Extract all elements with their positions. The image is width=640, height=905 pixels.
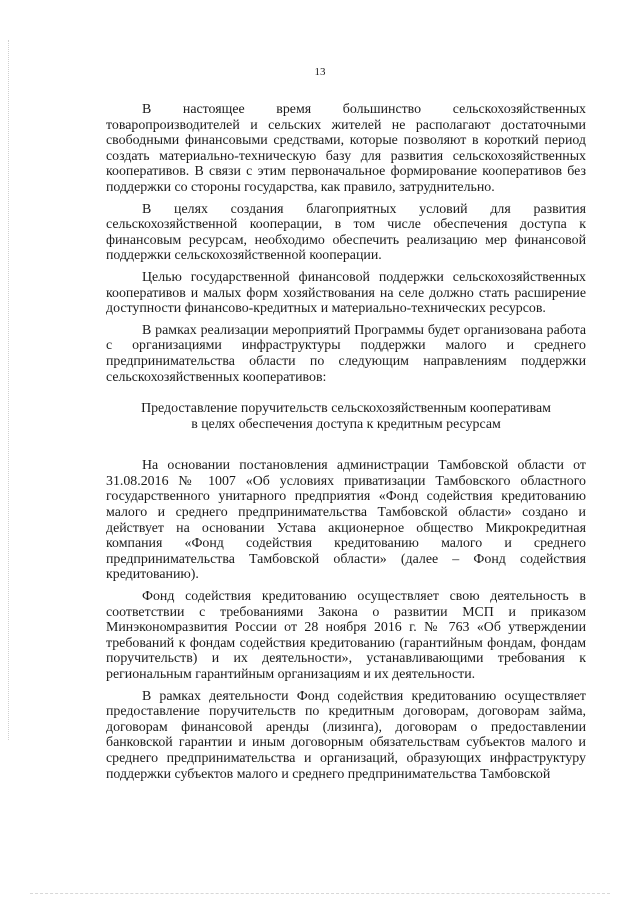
paragraph: Фонд содействия кредитованию осуществляет свою деятельность в соответствии с требованиями Закона о развитии МСП и приказом Минэкономразвития России от 28 ноября 2016 г. № 763 «Об утверждении требований к фондам содействия кредитованию (гарантийным фондам, фондам поручительств) и их деятельности», устанавливающими требования к региональным гарантийным организациям и их деятельности. <box>106 589 586 682</box>
page-number: 13 <box>314 66 326 78</box>
section-heading-line-2: в целях обеспечения доступа к кредитным ресурсам <box>191 416 501 432</box>
paragraph: На основании постановления администрации Тамбовской области от 31.08.2016 № 1007 «Об условиях приватизации Тамбовского областного государственного унитарного предприятия «Фонд содействия кредитованию малого и среднего предпринимательства Тамбовской области» создано и действует на основании Устава акционерное общество Микрокредитная компания «Фонд содействия кредитованию малого и среднего предпринимательства Тамбовской области» (далее – Фонд содействия кредитованию). <box>106 458 586 583</box>
paragraph: В рамках реализации мероприятий Программы будет организована работа с организациями инфраструктуры поддержки малого и среднего предпринимательства области по следующим направлениям поддержки сельскохозяйственных кооперативов: <box>106 322 586 385</box>
document-body <box>106 102 586 788</box>
section-heading-line-1: Предоставление поручительств сельскохозяйственным кооперативам <box>141 401 551 417</box>
scan-edge-mark <box>8 40 10 740</box>
paragraph: Целью государственной финансовой поддержки сельскохозяйственных кооперативов и малых форм хозяйствования на селе должно стать расширение доступности финансово-кредитных и материально-технических ресурсов. <box>106 269 586 317</box>
section-heading <box>106 401 586 432</box>
paragraph: В рамках деятельности Фонд содействия кредитованию осуществляет предоставление поручительств по кредитным договорам, договорам займа, договорам финансовой аренды (лизинга), договорам о предоставлении банковской гарантии и иным договорным обязательствам субъектов малого и среднего предпринимательства и организаций, образующих инфраструктуру поддержки субъектов малого и среднего предпринимательства Тамбовской <box>106 688 586 782</box>
scan-bottom-mark <box>30 893 610 895</box>
paragraph: В целях создания благоприятных условий для развития сельскохозяйственной кооперации, в том числе обеспечения доступа к финансовым ресурсам, необходимо обеспечить реализацию мер финансовой поддержки сельскохозяйственной кооперации. <box>106 201 586 264</box>
paragraph: В настоящее время большинство сельскохозяйственных товаропроизводителей и сельских жителей не располагают достаточными свободными финансовыми средствами, которые позволяют в короткий период создать материально-техническую базу для развития сельскохозяйственных кооперативов. В связи с этим первоначальное формирование кооперативов без поддержки со стороны государства, как правило, затруднительно. <box>106 102 586 195</box>
